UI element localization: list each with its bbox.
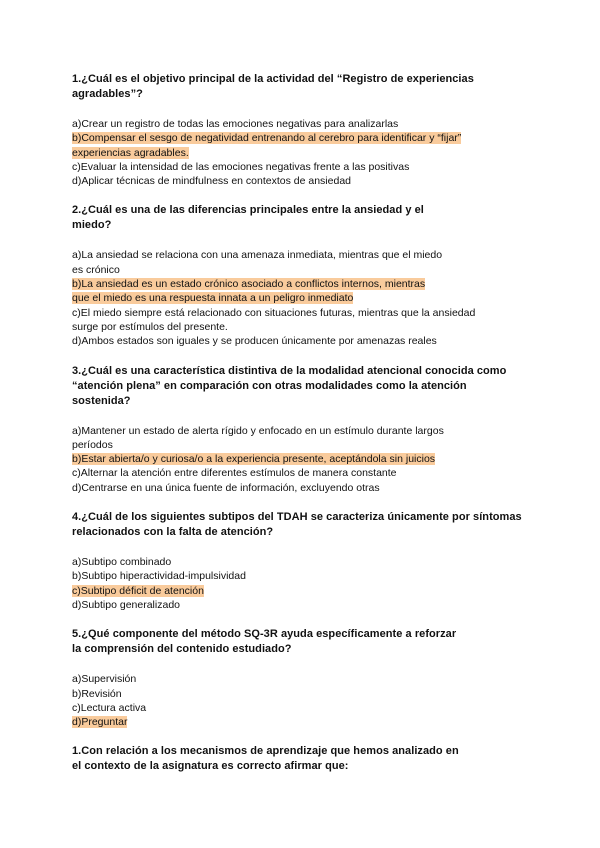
answer-option-c-highlighted — [72, 584, 532, 598]
answer-list — [72, 248, 532, 348]
answer-option-a — [72, 248, 532, 277]
answer-text: c)Evaluar la intensidad de las emociones negativas frente a las positivas — [72, 160, 410, 173]
answer-list — [72, 672, 532, 729]
question-title-line: 3.¿Cuál es una característica distintiva de la modalidad atencional conocida como — [72, 364, 507, 377]
answer-text: b)Compensar el sesgo de negatividad entrenando al cerebro para identificar y “fijar” — [72, 132, 462, 145]
question-block-3 — [72, 364, 532, 495]
answer-option-d — [72, 174, 532, 188]
answer-option-d-highlighted — [72, 715, 532, 729]
answer-text: a)Supervisión — [72, 673, 137, 686]
answer-text: c)Lectura activa — [72, 701, 147, 714]
answer-text: d)Aplicar técnicas de mindfulness en contextos de ansiedad — [72, 175, 351, 188]
question-title — [72, 203, 532, 233]
answer-option-d — [72, 334, 532, 348]
answer-option-d — [72, 598, 532, 612]
answer-text: experiencias agradables. — [72, 146, 189, 159]
answer-text: es crónico — [72, 263, 120, 276]
answer-option-b — [72, 569, 532, 583]
answer-text: c)Alternar la atención entre diferentes estímulos de manera constante — [72, 467, 397, 480]
answer-text: d)Ambos estados son iguales y se producen únicamente por amenazas reales — [72, 335, 437, 348]
question-title-line: “atención plena” en comparación con otras modalidades como la atención — [72, 379, 467, 392]
question-title — [72, 364, 532, 409]
answer-text: c)Subtipo déficit de atención — [72, 584, 204, 597]
question-title — [72, 510, 532, 540]
answer-text: a)La ansiedad se relaciona con una amenaza inmediata, mientras que el miedo — [72, 249, 443, 262]
question-block-6 — [72, 744, 532, 774]
answer-text: surge por estímulos del presente. — [72, 320, 228, 333]
answer-option-c — [72, 306, 532, 335]
answer-text: d)Preguntar — [72, 716, 128, 729]
answer-list — [72, 117, 532, 188]
question-title-line: 4.¿Cuál de los siguientes subtipos del TDAH se caracteriza únicamente por síntomas — [72, 511, 522, 524]
answer-text: c)El miedo siempre está relacionado con situaciones futuras, mientras que la ansiedad — [72, 306, 476, 319]
question-title-line: miedo? — [72, 219, 112, 232]
question-title-line: 2.¿Cuál es una de las diferencias principales entre la ansiedad y el — [72, 204, 424, 217]
answer-text: b)Revisión — [72, 687, 122, 700]
answer-text: b)Subtipo hiperactividad-impulsividad — [72, 570, 246, 583]
answer-option-a — [72, 424, 532, 453]
question-title-line: la comprensión del contenido estudiado? — [72, 643, 292, 656]
answer-text: que el miedo es una respuesta innata a un peligro inmediato — [72, 292, 354, 305]
answer-option-b — [72, 687, 532, 701]
answer-option-c — [72, 701, 532, 715]
question-title-line: 1.¿Cuál es el objetivo principal de la actividad del “Registro de experiencias — [72, 73, 474, 85]
question-title-line: el contexto de la asignatura es correcto afirmar que: — [72, 760, 349, 773]
answer-text: a)Subtipo combinado — [72, 556, 172, 569]
document-page — [72, 72, 532, 789]
answer-option-c — [72, 160, 532, 174]
question-title-line: 5.¿Qué componente del método SQ-3R ayuda específicamente a reforzar — [72, 628, 457, 641]
question-title-line: 1.Con relación a los mecanismos de aprendizaje que hemos analizado en — [72, 745, 459, 758]
question-title — [72, 72, 532, 102]
answer-list — [72, 424, 532, 495]
answer-text: períodos — [72, 438, 113, 451]
answer-option-d — [72, 481, 532, 495]
question-title-line: agradables”? — [72, 88, 143, 100]
answer-option-b-highlighted — [72, 277, 532, 306]
answer-option-a — [72, 672, 532, 686]
answer-option-b-highlighted — [72, 452, 532, 466]
question-title — [72, 627, 532, 657]
answer-text: a)Crear un registro de todas las emociones negativas para analizarlas — [72, 118, 399, 130]
answer-text: b)La ansiedad es un estado crónico asociado a conflictos internos, mientras — [72, 278, 426, 291]
answer-text: a)Mantener un estado de alerta rígido y enfocado en un estímulo durante largos — [72, 424, 444, 437]
answer-text: b)Estar abierta/o y curiosa/o a la experiencia presente, aceptándola sin juicios — [72, 453, 436, 466]
answer-option-a — [72, 117, 532, 131]
question-block-2 — [72, 203, 532, 348]
answer-option-c — [72, 466, 532, 480]
question-title — [72, 744, 532, 774]
answer-text: d)Subtipo generalizado — [72, 598, 180, 611]
question-block-4 — [72, 510, 532, 612]
question-block-5 — [72, 627, 532, 729]
question-block-1 — [72, 72, 532, 188]
answer-list — [72, 555, 532, 612]
answer-text: d)Centrarse en una única fuente de información, excluyendo otras — [72, 481, 380, 494]
answer-option-b-highlighted — [72, 131, 532, 160]
question-title-line: relacionados con la falta de atención? — [72, 526, 274, 539]
question-title-line: sostenida? — [72, 394, 131, 407]
answer-option-a — [72, 555, 532, 569]
